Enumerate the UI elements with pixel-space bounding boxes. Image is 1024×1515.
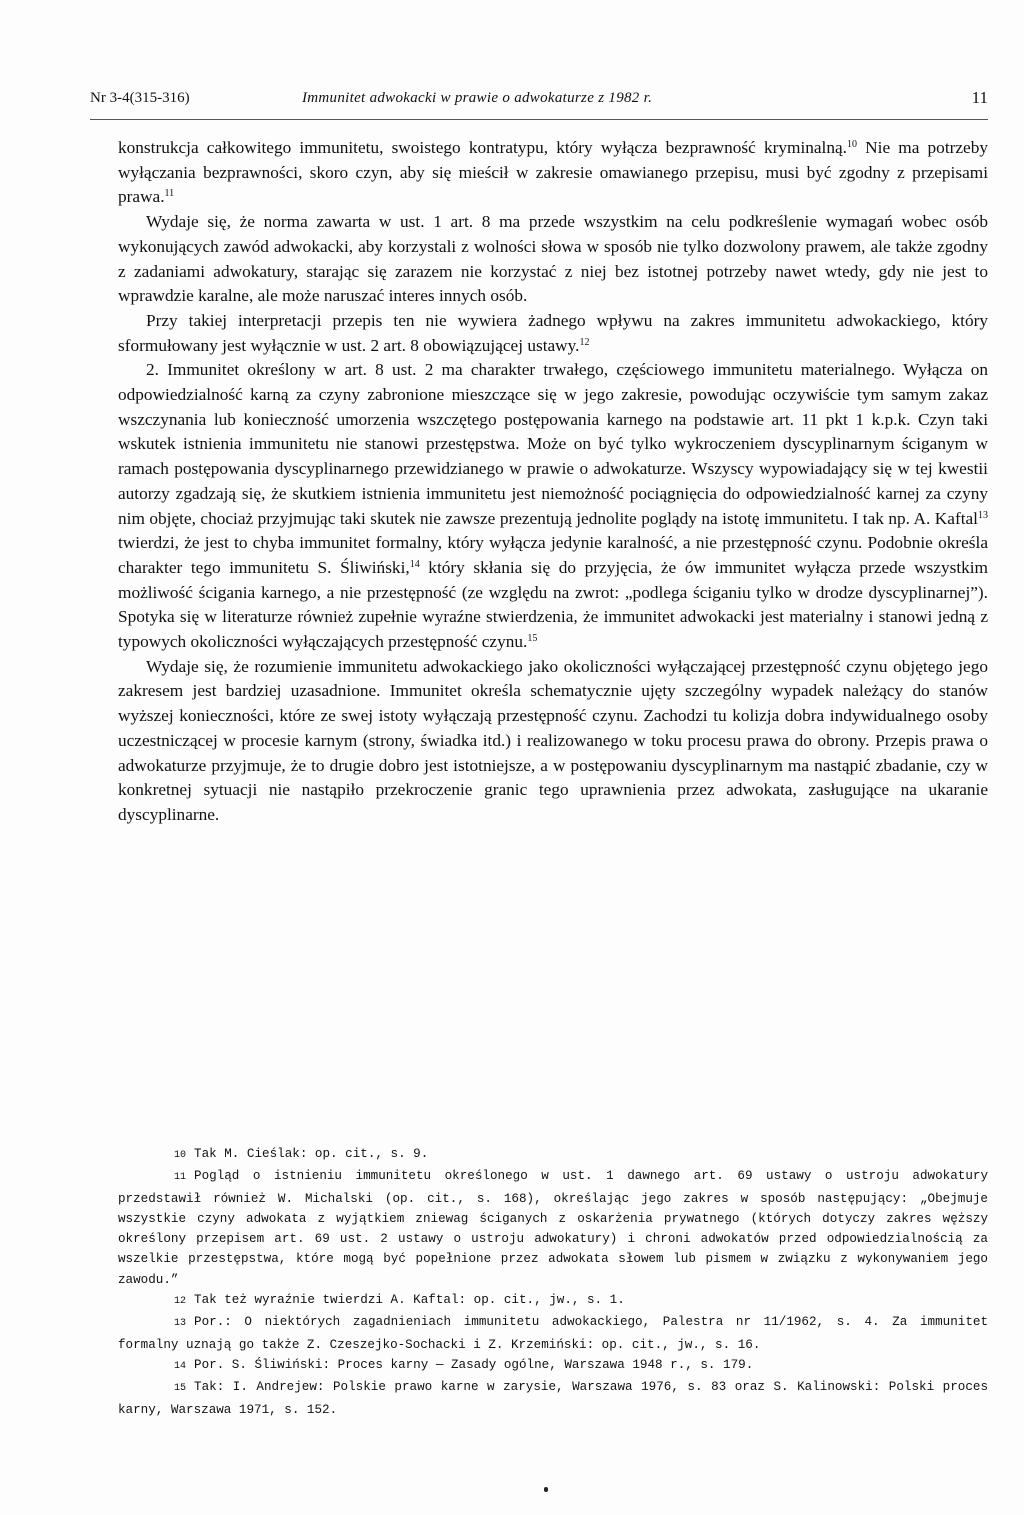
footnote-ref: 13 xyxy=(978,509,988,521)
paragraph: Wydaje się, że norma zawarta w ust. 1 art. 8 ma przede wszystkim na celu podkreślenie wymagań wobec osób wykonujących zawód adwokacki, aby korzystali z wolności słowa w sposób nie tylko dozwolony prawem, ale także zgodny z zadaniami adwokatury, starając się zarazem nie korzystać z niej bez istotnej potrzeby nawet wtedy, gdy nie jest to wprawdzie karalne, ale może naruszać interes innych osób. xyxy=(118,212,988,306)
paragraph: Wydaje się, że rozumienie immunitetu adwokackiego jako okoliczności wyłączającej przestępność czynu objętego jego zakresem jest bardziej uzasadnione. Immunitet określa schematycznie ujęty szczególny wypadek należący do stanów wyższej konieczności, które ze swej istoty wyłączają przestępność czynu. Zachodzi tu kolizja dobra indywidualnego osoby uczestniczącej w procesie karnym (strony, świadka itd.) i realizowanego w toku procesu prawa do obrony. Przepis prawa o adwokaturze przyjmuje, że to drugie dobro jest istotniejsze, a w postępowaniu dyscyplinarnym ma nastąpić zbadanie, czy w konkretnej sytuacji nie nastąpiło przekroczenie granic tego uprawnienia przez adwokata, zasługujące na ukaranie dyscyplinarne. xyxy=(118,656,988,824)
paragraph-text: 2. Immunitet określony w art. 8 ust. 2 ma charakter trwałego, częściowego immunitetu materialnego. Wyłącza on odpowiedzialność karną za czyny zabronione mieszczące się w jego zakresie, powodując oczywiście tym samym zakaz wszczynania lub konieczność umorzenia wszczętego postępowania karnego na podstawie art. 11 pkt 1 k.p.k. Czyn taki wskutek istnienia immunitetu nie stanowi przestępstwa. Może on być tylko wykroczeniem dyscyplinarnym ściganym w ramach postępowania dyscyplinarnego przewidzianego w prawie o adwokaturze. Wszyscy wypowiadający się w tej kwestii autorzy zgadzają się, że skutkiem istnienia immunitetu jest niemożność pociągnięcia do odpowiedzialność karnej za czyny nim objęte, chociaż przyjmując taki skutek nie zawsze prezentują jednolite poglądy na istotę immunitetu. I tak np. A. Kaftal xyxy=(118,360,988,528)
page-number: 11 xyxy=(971,88,988,107)
footnote-ref: 11 xyxy=(164,188,175,200)
paragraph-text: który skłania się do przyjęcia, że ów immunitet wyłącza przede wszystkim możliwość ścigania karnego, a nie przestępność (ze względu na zwrot: „podlega ściganiu tylko w drodze dyscyplinarnej”). Spotyka się w literaturze również zupełnie wyraźne stwierdzenia, że immunitet adwokacki jest materialny i stanowi jedną z typowych okoliczności wyłączających przestępność czynu. xyxy=(118,557,989,652)
header-rule xyxy=(90,119,988,120)
running-title: Immunitet adwokacki w prawie o adwokaturze z 1982 r. xyxy=(302,90,653,106)
footnote xyxy=(118,1166,988,1290)
paragraph-text: Nie ma potrzeby wyłączania bezprawności, skoro czyn, aby się mieścił w zakresie omawianego przepisu, musi być zgodny z przepisami prawa. xyxy=(118,138,989,207)
footnotes xyxy=(118,1144,988,1420)
footnote-ref: 14 xyxy=(409,558,420,570)
footnote xyxy=(118,1355,988,1377)
footnote-ref: 15 xyxy=(527,633,538,645)
paragraph-text: Przy takiej interpretacji przepis ten nie wywiera żadnego wpływu na zakres immunitetu adwokackiego, który sformułowany jest wyłącznie w ust. 2 art. 8 obowiązującej ustawy. xyxy=(118,310,988,355)
footnote-number: 15 xyxy=(174,1383,187,1395)
footnote-number: 12 xyxy=(174,1296,187,1308)
paragraph-text: konstrukcja całkowitego immunitetu, swoistego kontratypu, który wyłącza bezprawność kryminalną. xyxy=(118,138,847,157)
footnote-text: Tak też wyraźnie twierdzi A. Kaftal: op. cit., jw., s. 1. xyxy=(194,1293,625,1308)
footnote-text: Tak M. Cieślak: op. cit., s. 9. xyxy=(194,1147,429,1161)
footnote-text: Por. S. Śliwiński: Proces karny — Zasady ogólne, Warszawa 1948 r., s. 179. xyxy=(194,1357,754,1372)
footnote xyxy=(118,1144,988,1166)
paragraph-text: twierdzi, że jest to chyba immunitet formalny, który wyłącza jedynie karalność, a nie przestępność czynu. Podobnie określa charakter tego immunitetu S. Śliwiński, xyxy=(118,533,988,577)
footnote-number: 11 xyxy=(174,1172,187,1184)
main-text xyxy=(118,136,988,828)
footnote-number: 10 xyxy=(174,1150,187,1161)
footnote-text: Por.: O niektórych zagadnieniach immunitetu adwokackiego, Palestra nr 11/1962, s. 4. Za immunitet formalny uznają go także Z. Czeszejko-Sochacki i Z. Krzemiński: op. cit., jw., s. 16. xyxy=(118,1315,988,1352)
footnote-ref: 12 xyxy=(579,336,590,348)
footnote-number: 14 xyxy=(174,1360,187,1372)
journal-reference: Nr 3-4(315-316) xyxy=(90,90,190,106)
paragraph xyxy=(118,136,988,210)
footnote xyxy=(118,1377,988,1420)
footnote xyxy=(118,1312,988,1355)
footnote-ref: 10 xyxy=(847,139,857,150)
paragraph xyxy=(118,309,988,358)
footnote xyxy=(118,1290,988,1312)
footnote-text: Tak: I. Andrejew: Polskie prawo karne w zarysie, Warszawa 1976, s. 83 oraz S. Kalinowski: Polski proces karny, Warszawa 1971, s. 152. xyxy=(118,1380,988,1417)
paragraph xyxy=(118,358,988,654)
footnote-number: 13 xyxy=(174,1318,187,1330)
running-header xyxy=(90,88,988,112)
footnote-text: Pogląd o istnieniu immunitetu określonego w ust. 1 dawnego art. 69 ustawy o ustroju adwokatury przedstawił również W. Michalski (op. cit., s. 168), określając jego zakres w sposób następujący: „Obejmuje wszystkie czyny adwokata z wyjątkiem zniewag ściganych z oskarżenia prywatnego (których dotyczy zakres węższy określony przepisem art. 69 ust. 2 ustawy o ustroju adwokatury) i chroni adwokatów przed odpowiedzialnością za wszelkie przestępstwa, które mogą być popełnione przez adwokata słowem lub pismem w związku z wykonywaniem jego zawodu.” xyxy=(118,1169,988,1287)
print-speck xyxy=(544,1487,548,1492)
